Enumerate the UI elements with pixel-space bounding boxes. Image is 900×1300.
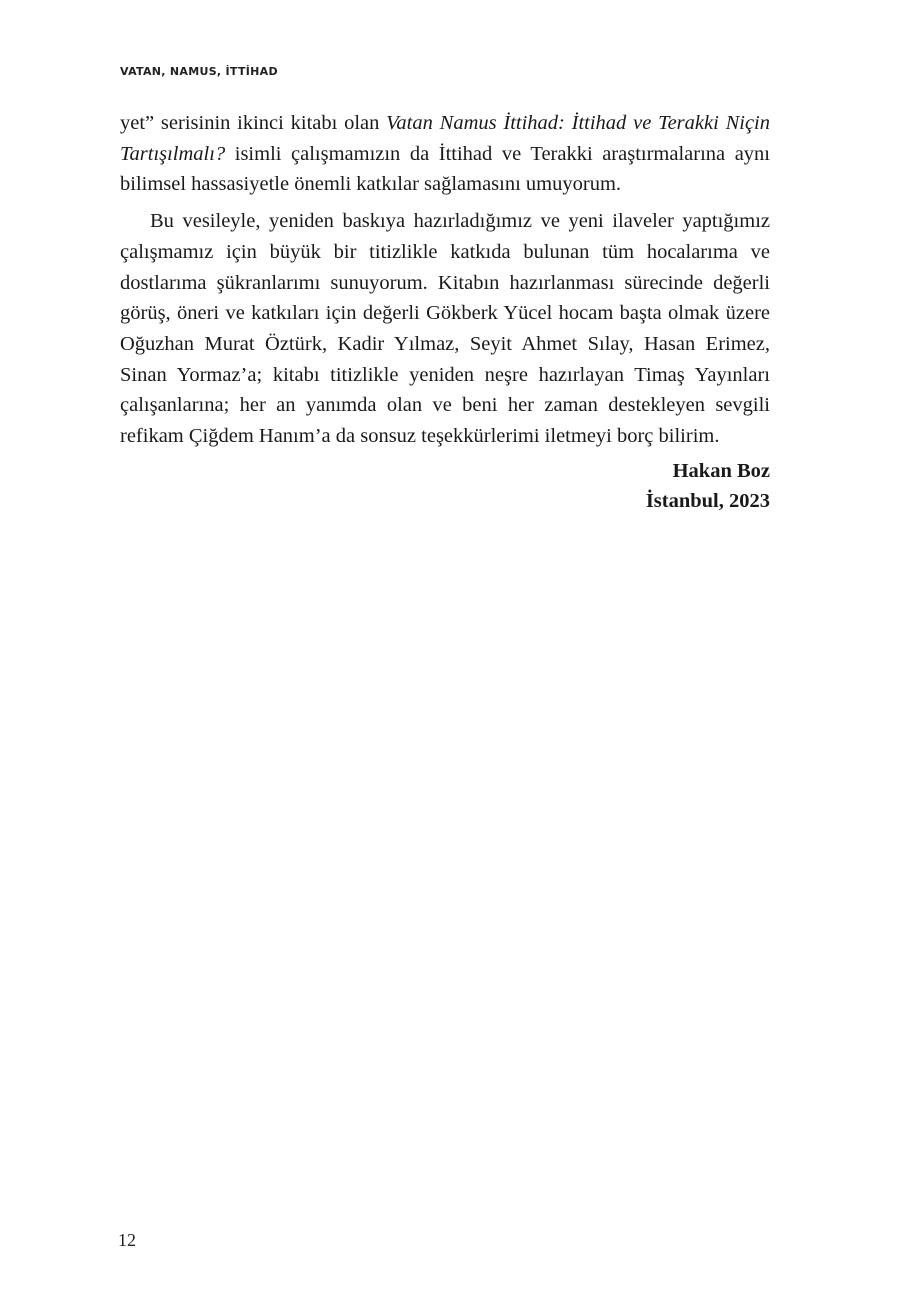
paragraph-1 (120, 108, 770, 200)
place-date: İstanbul, 2023 (645, 490, 770, 513)
signature-block (120, 456, 770, 517)
paragraph-2: Bu vesileyle, yeniden baskıya hazırladığımız ve yeni ilaveler yaptığımız çalışmamız için büyük bir titizlikle katkıda bulunan tüm hocalarıma ve dostlarıma şükranlarımı sunuyorum. Kitabın hazırlanması sürecinde değerli görüş, öneri ve katkıları için değerli Gökberk Yücel hocam başta olmak üzere Oğuzhan Murat Öztürk, Kadir Yılmaz, Seyit Ahmet Sılay, Hasan Erimez, Sinan Yormaz’a; kitabı titizlikle yeniden neşre hazırlayan Timaş Yayınları çalışanlarına; her an yanımda olan ve beni her zaman destekleyen sevgili refikam Çiğdem Hanım’a da sonsuz teşekkürlerimi iletmeyi borç bilirim. (120, 210, 770, 448)
paragraph-1-rest: isimli çalışmamızın da İttihad ve Terakki araştırmalarına aynı bilimsel hassasiyetle önemli katkılar sağlamasını umuyorum. (120, 142, 770, 196)
main-text (120, 108, 770, 517)
book-title: Vatan Namus İttihad: İttihad ve Terakki Niçin Tartışılmalı? (120, 112, 770, 165)
page-number: 12 (118, 1230, 136, 1250)
running-head: VATAN, NAMUS, İTTİHAD (120, 65, 278, 78)
author-name: Hakan Boz (672, 459, 770, 482)
paragraph-1-lead: yet” serisinin ikinci kitabı olan (120, 112, 387, 134)
